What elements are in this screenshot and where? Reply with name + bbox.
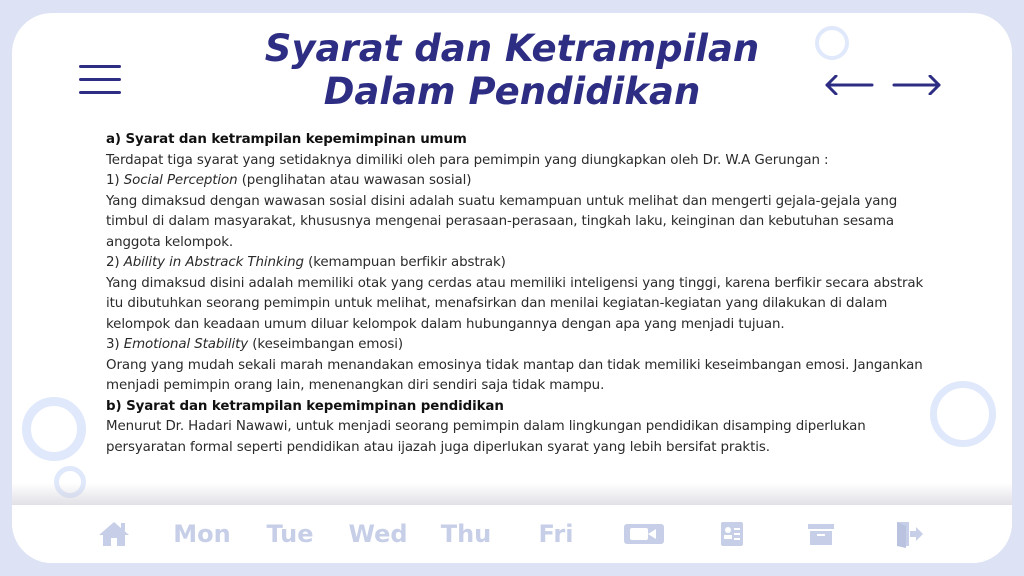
slide-card [12, 13, 1012, 563]
intro-text: Terdapat tiga syarat yang setidaknya dimiliki oleh para pemimpin yang diungkapkan oleh Dr. W.A Gerungan : [106, 152, 829, 168]
nav-day-thu[interactable] [436, 505, 496, 563]
hamburger-menu-icon[interactable] [79, 65, 121, 97]
item3-number: 3) [106, 337, 124, 352]
item2-line [106, 253, 936, 274]
nav-day-fri[interactable] [534, 505, 578, 563]
item2-term: Ability in Abstrack Thinking [123, 255, 304, 270]
item2-gloss: (kemampuan berfikir abstrak) [303, 255, 506, 270]
item1-line [106, 171, 936, 192]
decorative-ring-right [930, 381, 996, 447]
item3-line [106, 335, 936, 356]
section-b-text: Menurut Dr. Hadari Nawawi, untuk menjadi seorang pemimpin dalam lingkungan pendidikan disamping diperlukan persyaratan formal seperti pendidikan atau ijazah juga diperlukan syarat yang lebih bersifat praktis. [106, 419, 866, 455]
nav-day-thu-label: Thu [440, 520, 492, 548]
item2-number: 2) [106, 255, 124, 270]
arrow-right-icon[interactable] [892, 75, 942, 95]
nav-day-mon[interactable] [170, 505, 234, 563]
slide-title-line2: Dalam Pendidikan [323, 70, 701, 113]
nav-day-fri-label: Fri [538, 520, 574, 548]
archive-box-icon[interactable] [801, 505, 841, 563]
exit-door-icon[interactable] [889, 505, 929, 563]
slide-title-line1: Syarat dan Ketrampilan [264, 27, 760, 70]
arrow-left-icon[interactable] [824, 75, 874, 95]
item1-number: 1) [106, 173, 124, 188]
nav-day-wed-label: Wed [348, 520, 408, 548]
nav-day-wed[interactable] [345, 505, 411, 563]
bottom-navigation-bar [12, 505, 1012, 563]
item3-term: Emotional Stability [123, 337, 249, 352]
decorative-ring-left-large [22, 397, 86, 461]
slide-title [12, 27, 1012, 113]
section-a-heading: a) Syarat dan ketrampilan kepemimpinan umum [106, 132, 467, 147]
bottom-bar-shadow [12, 483, 1012, 505]
nav-day-mon-label: Mon [173, 520, 231, 548]
item1-gloss: (penglihatan atau wawasan sosial) [237, 173, 472, 188]
slide-body [106, 130, 936, 458]
nav-day-tue-label: Tue [266, 520, 314, 548]
item3-gloss: (keseimbangan emosi) [248, 337, 404, 352]
section-b-heading: b) Syarat dan ketrampilan kepemimpinan pendidikan [106, 398, 504, 414]
item1-description: Yang dimaksud dengan wawasan sosial disini adalah suatu kemampuan untuk melihat dan mengerti gejala-gejala yang timbul di dalam masyarakat, khususnya mengenai perasaan-perasaan, tingkah laku, keinginan dan kebutuhan sesama anggota kelompok. [106, 193, 898, 250]
contact-card-icon[interactable] [712, 505, 752, 563]
item3-description: Orang yang mudah sekali marah menandakan emosinya tidak mantap dan tidak memiliki keseimbangan emosi. Jangankan menjadi pemimpin orang lain, menenangkan diri sendiri saja tidak mampu. [106, 357, 923, 393]
video-camera-icon[interactable] [622, 505, 666, 563]
item1-term: Social Perception [123, 173, 238, 188]
home-icon[interactable] [94, 505, 134, 563]
nav-day-tue[interactable] [260, 505, 320, 563]
item2-description: Yang dimaksud disini adalah memiliki otak yang cerdas atau memiliki inteligensi yang tinggi, karena berfikir secara abstrak itu dibutuhkan seorang pemimpin untuk melihat, menafsirkan dan menilai kegiatan-kegiatan yang dilakukan di dalam kelompok dan keadaan umum diluar kelompok dalam hubungannya dengan apa yang menjadi tujuan. [106, 275, 924, 332]
